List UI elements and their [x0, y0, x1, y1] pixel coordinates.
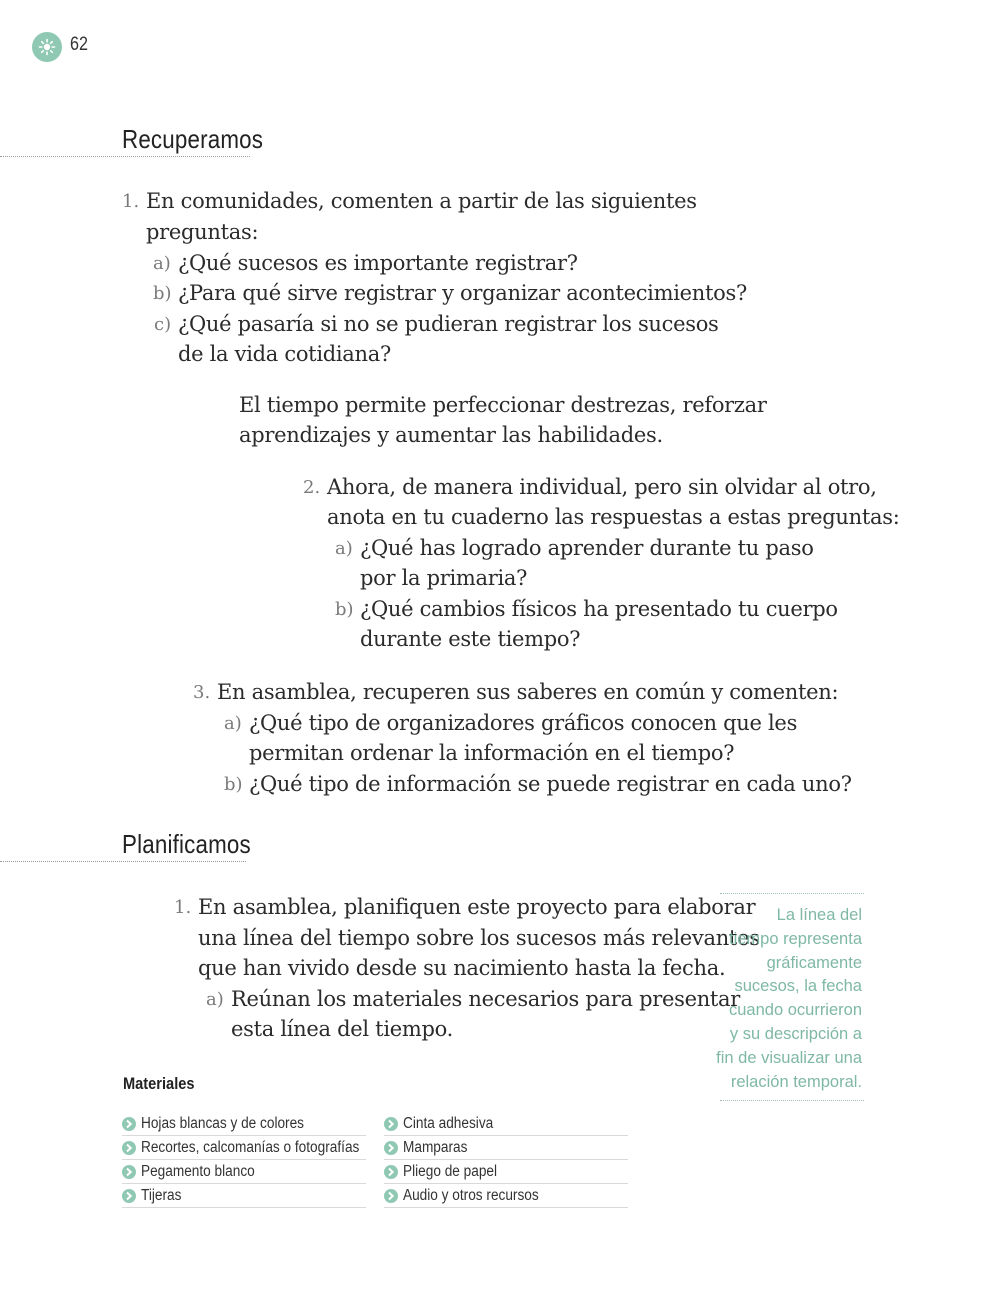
item-label: a): [224, 713, 242, 734]
material-label: Hojas blancas y de colores: [141, 1114, 305, 1132]
item-text: ¿Qué tipo de organizadores gráficos conocen que les: [249, 711, 798, 735]
material-item: [122, 1184, 366, 1208]
page-badge: [32, 32, 62, 62]
chevron-right-icon: [122, 1117, 136, 1131]
sidenote-rule-bottom: [720, 1100, 864, 1101]
question-text: que han vivido desde su nacimiento hasta la fecha.: [198, 956, 726, 980]
chevron-right-icon: [384, 1141, 398, 1155]
material-label: Pegamento blanco: [141, 1162, 255, 1180]
question-text: En comunidades, comenten a partir de las siguientes: [146, 189, 697, 213]
section-title-planificamos: Planificamos: [122, 829, 251, 859]
question-number: 2.: [303, 477, 321, 498]
material-label: Audio y otros recursos: [403, 1186, 539, 1204]
sidenote-line: gráficamente: [766, 953, 862, 972]
item-label: a): [153, 253, 171, 274]
item-text: ¿Qué tipo de información se puede registrar en cada uno?: [249, 772, 852, 796]
question-number: 3.: [193, 682, 211, 703]
sun-icon: [38, 38, 56, 56]
question-text: En asamblea, recuperen sus saberes en común y comenten:: [217, 680, 839, 704]
item-text: por la primaria?: [360, 566, 528, 590]
material-item: [384, 1160, 628, 1184]
question-number: 1.: [174, 897, 192, 918]
materials-column-1: [122, 1112, 366, 1208]
sidenote-rule-top: [720, 893, 864, 894]
item-text: permitan ordenar la información en el tiempo?: [249, 741, 735, 765]
chevron-right-icon: [384, 1189, 398, 1203]
item-text: ¿Qué cambios físicos ha presentado tu cuerpo: [360, 597, 838, 621]
item-label: c): [154, 314, 172, 335]
chevron-right-icon: [122, 1141, 136, 1155]
question-text: En asamblea, planifiquen este proyecto para elaborar: [198, 895, 756, 919]
item-text: ¿Qué sucesos es importante registrar?: [178, 251, 578, 275]
material-label: Pliego de papel: [403, 1162, 498, 1180]
sidenote-line: cuando ocurrieron: [729, 1001, 862, 1020]
chevron-right-icon: [384, 1117, 398, 1131]
question-number: 1.: [122, 191, 140, 212]
question-text: anota en tu cuaderno las respuestas a estas preguntas:: [327, 505, 900, 529]
page-number: 62: [70, 34, 88, 55]
chevron-right-icon: [122, 1189, 136, 1203]
sidenote-line: sucesos, la fecha: [734, 977, 862, 996]
material-item: [122, 1136, 366, 1160]
note-text: El tiempo permite perfeccionar destrezas, reforzar: [239, 393, 767, 417]
sidenote-line: relación temporal.: [730, 1072, 862, 1091]
item-label: a): [335, 538, 353, 559]
chevron-right-icon: [122, 1165, 136, 1179]
sidenote-line: fin de visualizar una: [716, 1048, 862, 1067]
item-text: durante este tiempo?: [360, 627, 581, 651]
item-text: ¿Qué pasaría si no se pudieran registrar los sucesos: [178, 312, 719, 336]
item-text: ¿Para qué sirve registrar y organizar acontecimientos?: [178, 281, 747, 305]
material-item: [122, 1112, 366, 1136]
question-text: Ahora, de manera individual, pero sin olvidar al otro,: [327, 475, 877, 499]
material-label: Tijeras: [141, 1186, 182, 1204]
item-label: b): [153, 283, 172, 304]
section-rule: [0, 861, 246, 862]
sidenote-line: y su descripción a: [729, 1024, 862, 1043]
material-label: Mamparas: [403, 1138, 468, 1156]
item-text: ¿Qué has logrado aprender durante tu paso: [360, 536, 814, 560]
material-item: [122, 1160, 366, 1184]
chevron-right-icon: [384, 1165, 398, 1179]
item-text: de la vida cotidiana?: [178, 342, 391, 366]
question-text: preguntas:: [146, 220, 259, 244]
material-label: Recortes, calcomanías o fotografías: [141, 1138, 360, 1156]
materials-title: Materiales: [123, 1074, 195, 1093]
item-text: esta línea del tiempo.: [231, 1017, 453, 1041]
question-text: una línea del tiempo sobre los sucesos más relevantes: [198, 926, 760, 950]
materials-column-2: [384, 1112, 628, 1208]
sidenote: [712, 904, 862, 1094]
note-text: aprendizajes y aumentar las habilidades.: [239, 423, 663, 447]
material-label: Cinta adhesiva: [403, 1114, 494, 1132]
item-label: b): [335, 599, 354, 620]
sidenote-line: tiempo representa: [729, 929, 862, 948]
section-rule: [0, 156, 250, 157]
section-title-recuperamos: Recuperamos: [122, 124, 264, 154]
material-item: [384, 1184, 628, 1208]
material-item: [384, 1112, 628, 1136]
item-label: b): [224, 774, 243, 795]
item-label: a): [206, 989, 224, 1010]
material-item: [384, 1136, 628, 1160]
item-text: Reúnan los materiales necesarios para presentar: [231, 987, 741, 1011]
sidenote-line: La línea del: [776, 906, 862, 924]
